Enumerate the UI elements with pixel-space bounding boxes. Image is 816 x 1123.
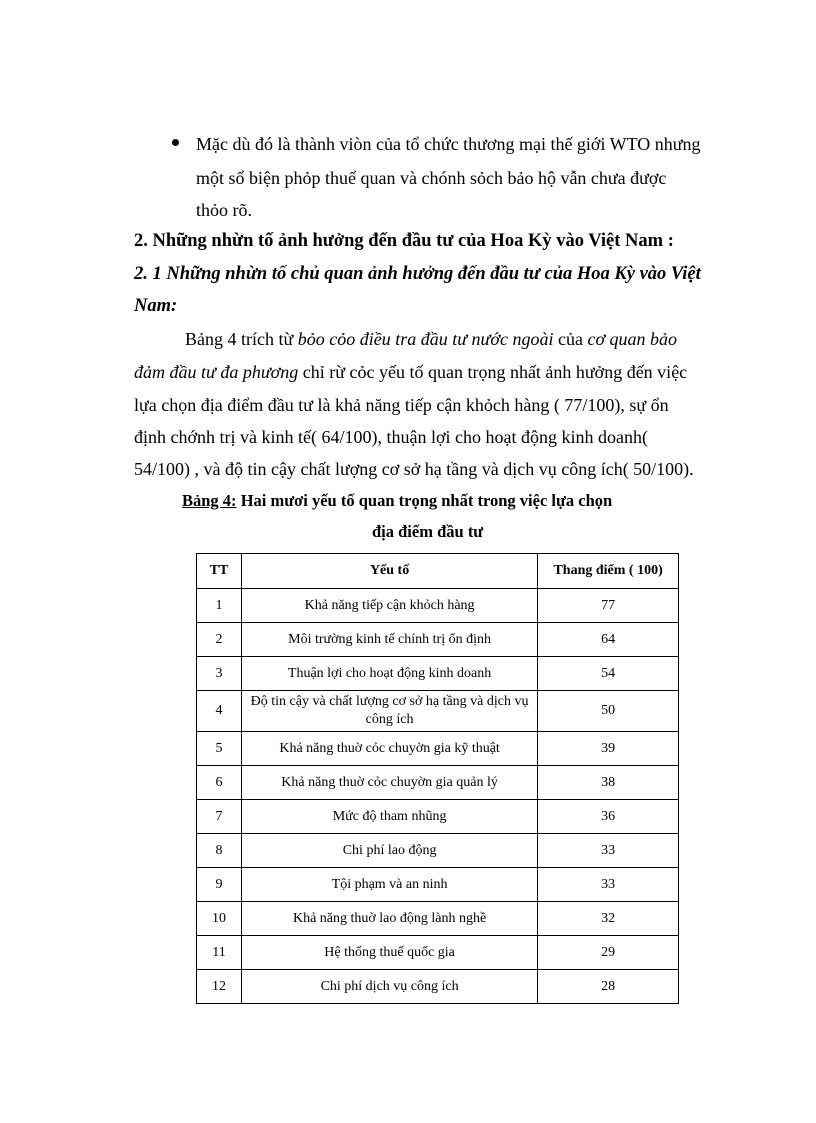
factor-score: 50 — [538, 691, 679, 732]
factor-score: 77 — [538, 589, 679, 623]
table-row — [197, 589, 679, 623]
subsection-heading-line-1: 2. 1 Những nhừn tố chủ quan ảnh hưởng đến đầu tư của Hoa Kỳ vào Việt — [134, 264, 701, 284]
paragraph-line-2 — [134, 361, 687, 383]
factor-score: 38 — [538, 766, 679, 800]
factor-score: 29 — [538, 936, 679, 970]
table-caption-title: Hai mươi yếu tố quan trọng nhất trong việc lựa chọn — [236, 491, 613, 510]
table-row — [197, 623, 679, 657]
paragraph-line-1 — [185, 328, 677, 350]
row-number: 6 — [197, 766, 242, 800]
factor-score: 28 — [538, 970, 679, 1004]
row-number: 1 — [197, 589, 242, 623]
paragraph-line-5: 54/100) , và độ tin cậy chất lượng cơ sở hạ tầng và dịch vụ công ích( 50/100). — [134, 459, 694, 479]
paragraph-text: Bảng 4 trích từ — [185, 329, 298, 349]
table-row — [197, 657, 679, 691]
row-number: 8 — [197, 834, 242, 868]
factor-score: 39 — [538, 732, 679, 766]
factor-score: 33 — [538, 834, 679, 868]
table-header-row — [197, 554, 679, 589]
paragraph-text: chỉ rừ cỏc yếu tố quan trọng nhất ảnh hưởng đến việc — [298, 362, 688, 382]
column-header-score: Thang điểm ( 100) — [538, 554, 679, 589]
factor-name: Khả năng thuờ cỏc chuyờn gia kỹ thuật — [241, 732, 537, 766]
report-title: bỏo cỏo điều tra đầu tư nước ngoài — [297, 329, 554, 349]
table-row — [197, 970, 679, 1004]
table-row — [197, 834, 679, 868]
table-row — [197, 691, 679, 732]
row-number: 9 — [197, 868, 242, 902]
table-row — [197, 800, 679, 834]
paragraph-line-3: lựa chọn địa điểm đầu tư là khả năng tiếp cận khỏch hàng ( 77/100), sự ổn — [134, 395, 669, 415]
factor-name: Chi phí lao động — [241, 834, 537, 868]
subsection-heading-line-2: Nam: — [134, 296, 178, 316]
factor-name: Khả năng thuờ lao động lành nghề — [241, 902, 537, 936]
factor-score: 36 — [538, 800, 679, 834]
table-row — [197, 868, 679, 902]
factor-name: Chi phí dịch vụ công ích — [241, 970, 537, 1004]
bullet-line-3: thỏo rõ. — [196, 200, 252, 220]
factors-table — [196, 553, 679, 1004]
row-number: 2 — [197, 623, 242, 657]
row-number: 7 — [197, 800, 242, 834]
table-row — [197, 766, 679, 800]
factor-score: 54 — [538, 657, 679, 691]
agency-name: cơ quan bảo — [587, 329, 678, 349]
paragraph-line-4: định chớnh trị và kinh tế( 64/100), thuận lợi cho hoạt động kinh doanh( — [134, 427, 648, 447]
factor-score: 33 — [538, 868, 679, 902]
table-row — [197, 732, 679, 766]
column-header-factor: Yếu tố — [241, 554, 537, 589]
factor-score: 32 — [538, 902, 679, 936]
row-number: 11 — [197, 936, 242, 970]
factor-name: Tội phạm và an ninh — [241, 868, 537, 902]
factor-name: Khả năng tiếp cận khỏch hàng — [241, 589, 537, 623]
table-row — [197, 902, 679, 936]
factor-name: Độ tin cậy và chất lượng cơ sở hạ tầng và dịch vụ công ích — [241, 691, 537, 732]
factor-name: Mức độ tham nhũng — [241, 800, 537, 834]
factor-name: Môi trường kinh tế chính trị ổn định — [241, 623, 537, 657]
bullet-line-2: một số biện phỏp thuế quan và chónh sỏch bảo hộ vẫn chưa được — [196, 168, 667, 188]
section-heading-2: 2. Những nhừn tố ảnh hưởng đến đầu tư của Hoa Kỳ vào Việt Nam : — [134, 231, 674, 251]
row-number: 4 — [197, 691, 242, 732]
table-row — [197, 936, 679, 970]
factor-name: Hệ thống thuế quốc gia — [241, 936, 537, 970]
table-caption-line-1 — [182, 491, 612, 511]
factor-name: Thuận lợi cho hoạt động kinh doanh — [241, 657, 537, 691]
bullet-icon — [172, 139, 179, 146]
row-number: 10 — [197, 902, 242, 936]
agency-name: đảm đầu tư đa phương — [134, 362, 299, 382]
table-caption-label: Bảng 4: — [182, 491, 237, 510]
column-header-tt: TT — [197, 554, 242, 589]
row-number: 12 — [197, 970, 242, 1004]
row-number: 5 — [197, 732, 242, 766]
row-number: 3 — [197, 657, 242, 691]
table-caption-line-2: địa điểm đầu tư — [372, 522, 484, 541]
paragraph-text: của — [553, 329, 588, 349]
bullet-line-1: Mặc dù đó là thành viòn của tổ chức thương mại thế giới WTO nhưng — [196, 134, 701, 154]
factor-name: Khả năng thuờ cỏc chuyờn gia quản lý — [241, 766, 537, 800]
factor-score: 64 — [538, 623, 679, 657]
